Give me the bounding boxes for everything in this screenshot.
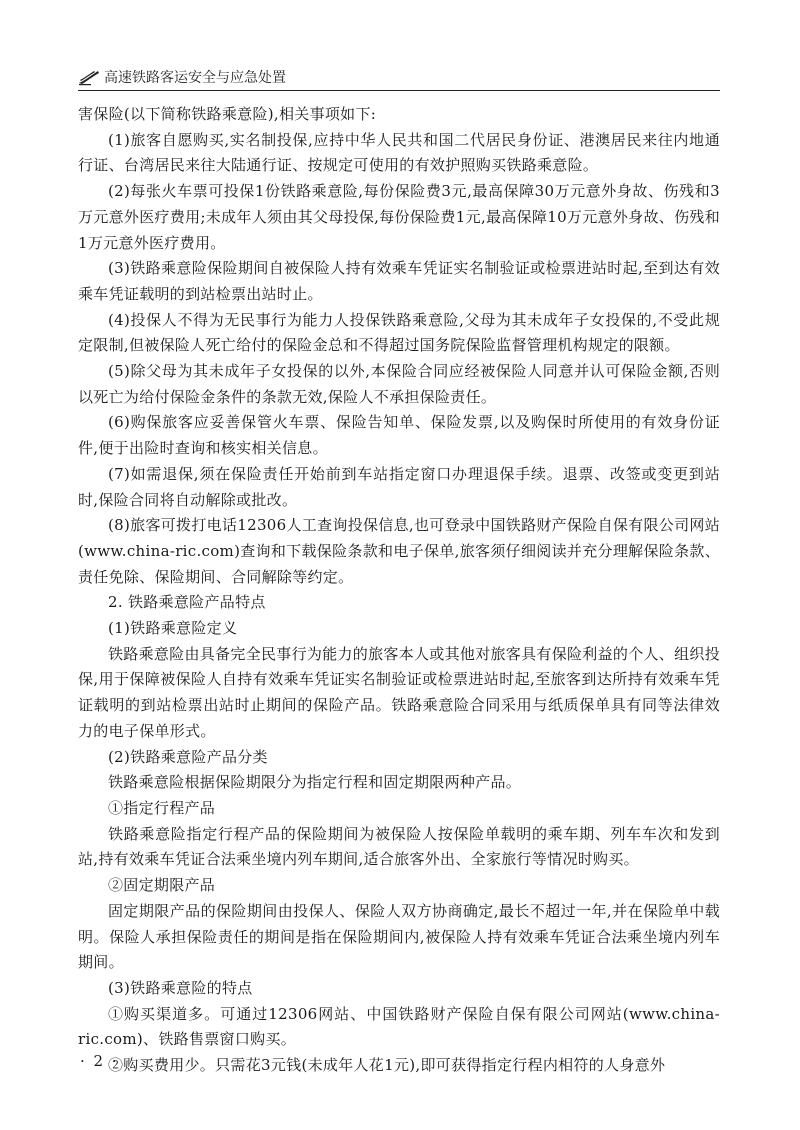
paragraph: 2. 铁路乘意险产品特点 bbox=[108, 593, 266, 612]
paragraph: 固定期限产品的保险期间由投保人、保险人双方协商确定,最长不超过一年,并在保险单中载明。保险人承担保险责任的期间是指在保险期间内,被保险人持有效乘车凭证合法乘坐境内列车期间。 bbox=[78, 901, 720, 972]
paragraph: 铁路乘意险指定行程产品的保险期间为被保险人按保险单载明的乘车期、列车车次和发到站,持有效乘车凭证合法乘坐境内列车期间,适合旅客外出、全家旅行等情况时购买。 bbox=[78, 824, 720, 869]
paragraph: (7)如需退保,须在保险责任开始前到车站指定窗口办理退保手续。退票、改签或变更到站时,保险合同将自动解除或批改。 bbox=[78, 464, 720, 509]
paragraph: ①购买渠道多。可通过12306网站、中国铁路财产保险自保有限公司网站(www.china-ric.com)、铁路售票窗口购买。 bbox=[78, 1004, 720, 1049]
body-text bbox=[78, 102, 720, 1079]
paragraph: 害保险(以下简称铁路乘意险),相关事项如下: bbox=[78, 105, 377, 123]
paragraph: (8)旅客可拨打电话12306人工查询投保信息,也可登录中国铁路财产保险自保有限公司网站(www.china-ric.com)查询和下载保险条款和电子保单,旅客须仔细阅读并充分理解保险条款、责任免除、保险期间、合同解除等约定。 bbox=[78, 516, 720, 586]
paragraph: (2)铁路乘意险产品分类 bbox=[108, 747, 268, 766]
paragraph: ②购买费用少。只需花3元钱(未成年人花1元),即可获得指定行程内相符的人身意外 bbox=[108, 1056, 666, 1075]
paragraph: (6)购保旅客应妥善保管火车票、保险告知单、保险发票,以及购保时所使用的有效身份证件,便于出险时查询和核实相关信息。 bbox=[78, 413, 720, 458]
running-header bbox=[78, 64, 720, 91]
paragraph: (3)铁路乘意险保险期间自被保险人持有效乘车凭证实名制验证或检票进站时起,至到达有效乘车凭证载明的到站检票出站时止。 bbox=[78, 259, 720, 303]
paragraph: 铁路乘意险根据保险期限分为指定行程和固定期限两种产品。 bbox=[108, 773, 522, 792]
paragraph: (3)铁路乘意险的特点 bbox=[108, 978, 253, 997]
paragraph: (1)旅客自愿购买,实名制投保,应持中华人民共和国二代居民身份证、港澳居民来往内地通行证、台湾居民来往大陆通行证、按规定可使用的有效护照购买铁路乘意险。 bbox=[78, 130, 720, 175]
paragraph: ②固定期限产品 bbox=[108, 876, 216, 895]
header-title: 高速铁路客运安全与应急处置 bbox=[104, 70, 286, 86]
paragraph: (5)除父母为其未成年子女投保的以外,本保险合同应经被保险人同意并认可保险金额,否则以死亡为给付保险金条件的条款无效,保险人不承担保险责任。 bbox=[78, 362, 720, 406]
paragraph: (2)每张火车票可投保1份铁路乘意险,每份保险费3元,最高保障30万元意外身故、伤残和3万元意外医疗费用;未成年人须由其父母投保,每份保险费1元,最高保障10万元意外身故、伤残和1万元意外医疗费用。 bbox=[78, 182, 720, 252]
paragraph: (1)铁路乘意险定义 bbox=[108, 619, 238, 638]
paragraph: 铁路乘意险由具备完全民事行为能力的旅客本人或其他对旅客具有保险利益的个人、组织投保,用于保障被保险人自持有效乘车凭证实名制验证或检票进站时起,至旅客到达所持有效乘车凭证载明的到站检票出站时止期间的保险产品。铁路乘意险合同采用与纸质保单具有同等法律效力的电子保单形式。 bbox=[78, 644, 721, 740]
paragraph: ①指定行程产品 bbox=[108, 798, 216, 817]
train-logo-icon bbox=[78, 68, 100, 86]
paragraph: (4)投保人不得为无民事行为能力人投保铁路乘意险,父母为其未成年子女投保的,不受此规定限制,但被保险人死亡给付的保险金总和不得超过国务院保险监督管理机构规定的限额。 bbox=[78, 310, 720, 355]
page-number: · 2 · bbox=[80, 1052, 119, 1070]
